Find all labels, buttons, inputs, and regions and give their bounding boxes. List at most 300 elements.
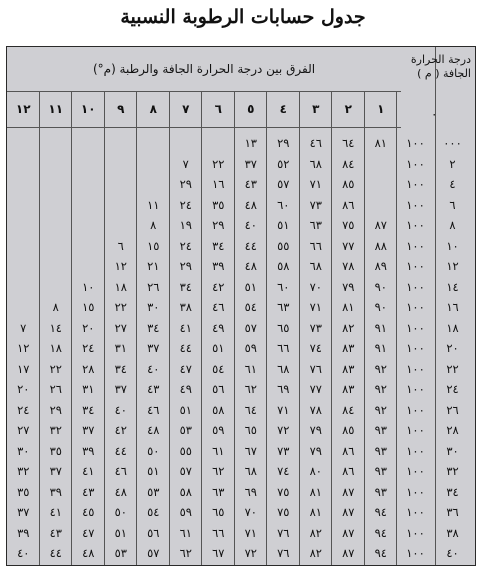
- zero-diff-cell: ١٠٠: [406, 218, 425, 233]
- humidity-cell: ٤٨: [244, 197, 257, 212]
- humidity-cell: ٢١: [147, 259, 160, 274]
- dry-temp-cell: ٤: [449, 177, 456, 192]
- humidity-cell: ٥٠: [147, 443, 160, 458]
- difference-column-header: ٨: [149, 102, 157, 116]
- dry-temp-cell: ٣٢: [446, 464, 459, 479]
- difference-column-headers: [7, 91, 401, 128]
- humidity-cell: [105, 174, 138, 195]
- table-row: [7, 338, 475, 359]
- humidity-cell: ٦٢: [179, 546, 192, 561]
- humidity-cell: ٣٧: [147, 341, 160, 356]
- dry-temp-cell: ١٠: [446, 238, 459, 253]
- humidity-cell: ٧٩: [342, 279, 355, 294]
- humidity-cell: ٨: [52, 300, 59, 315]
- humidity-cell: ٦٥: [277, 320, 290, 335]
- humidity-cell: [72, 133, 105, 154]
- humidity-cell: ٥٥: [277, 238, 290, 253]
- humidity-cell: ٤٣: [244, 177, 257, 192]
- humidity-cell: ٤٣: [147, 382, 160, 397]
- humidity-cell: ٩٢: [374, 382, 387, 397]
- humidity-cell: [7, 174, 40, 195]
- humidity-cell: ٣٥: [212, 197, 225, 212]
- dry-temp-label-line1: درجة الحرارة: [410, 53, 471, 66]
- humidity-cell: ١١: [147, 197, 160, 212]
- humidity-cell: ٨٢: [309, 546, 322, 561]
- zero-diff-cell: ١٠٠: [406, 464, 425, 479]
- humidity-cell: ٦٩: [244, 484, 257, 499]
- zero-diff-cell: ١٠٠: [406, 443, 425, 458]
- table-row: [7, 400, 475, 421]
- humidity-cell: ٦١: [179, 525, 192, 540]
- humidity-cell: ٦١: [212, 443, 225, 458]
- difference-column-header: ٩: [117, 102, 125, 116]
- humidity-cell: ١٨: [49, 341, 62, 356]
- humidity-cell: ٢٦: [49, 382, 62, 397]
- humidity-cell: ٥٧: [244, 320, 257, 335]
- dry-temp-cell: ٠٠٠: [443, 136, 462, 151]
- humidity-cell: ٦٦: [309, 238, 322, 253]
- humidity-cell: [72, 174, 105, 195]
- table-row: [7, 277, 475, 298]
- humidity-cell: ٢٠: [17, 382, 30, 397]
- humidity-cell: ٤٩: [179, 382, 192, 397]
- humidity-cell: [137, 133, 170, 154]
- humidity-cell: [40, 174, 73, 195]
- humidity-cell: [170, 133, 203, 154]
- dry-temp-cell: ٢٢: [446, 361, 459, 376]
- humidity-cell: ٩٣: [374, 484, 387, 499]
- humidity-cell: ٧٥: [342, 218, 355, 233]
- humidity-cell: ٢٧: [17, 423, 30, 438]
- dry-temp-cell: ٢٤: [446, 382, 459, 397]
- humidity-cell: ٣٧: [114, 382, 127, 397]
- difference-column-header: ٣: [312, 102, 320, 116]
- humidity-cell: [72, 256, 105, 277]
- humidity-cell: [40, 215, 73, 236]
- humidity-cell: ٥٠: [114, 505, 127, 520]
- humidity-cell: ٤١: [82, 464, 95, 479]
- humidity-cell: ٥٨: [212, 402, 225, 417]
- zero-diff-cell: ١٠٠: [406, 361, 425, 376]
- humidity-cell: [40, 236, 73, 257]
- humidity-cell: ٨: [150, 218, 157, 233]
- humidity-cell: ٦٤: [342, 136, 355, 151]
- humidity-cell: ٤٦: [114, 464, 127, 479]
- humidity-cell: [40, 154, 73, 175]
- zero-diff-cell: ١٠٠: [406, 279, 425, 294]
- humidity-cell: ٧٣: [277, 443, 290, 458]
- humidity-cell: ٤١: [49, 505, 62, 520]
- humidity-cell: [137, 154, 170, 175]
- zero-diff-cell: ١٠٠: [406, 156, 425, 171]
- humidity-cell: ٥٧: [277, 177, 290, 192]
- humidity-cell: ٣٠: [147, 300, 160, 315]
- humidity-cell: ٨٠: [309, 464, 322, 479]
- humidity-cell: ٦٠: [277, 279, 290, 294]
- zero-diff-cell: ١٠٠: [406, 197, 425, 212]
- humidity-cell: ٤٦: [212, 300, 225, 315]
- humidity-cell: ٥٦: [212, 382, 225, 397]
- humidity-cell: ٢٤: [17, 402, 30, 417]
- table-row: [7, 359, 475, 380]
- difference-column-header: ٧: [182, 102, 190, 116]
- humidity-cell: [72, 215, 105, 236]
- dry-temp-cell: ٢٦: [446, 402, 459, 417]
- humidity-cell: ٣٩: [212, 259, 225, 274]
- humidity-cell: ٥٩: [212, 423, 225, 438]
- humidity-cell: ٢٤: [179, 197, 192, 212]
- humidity-cell: ٢٧: [114, 320, 127, 335]
- humidity-cell: ٥٩: [244, 341, 257, 356]
- humidity-cell: ٤٧: [179, 361, 192, 376]
- dry-temp-cell: ٨: [449, 218, 456, 233]
- humidity-cell: ١٨: [114, 279, 127, 294]
- humidity-cell: ٣٤: [179, 279, 192, 294]
- humidity-cell: ٨٣: [342, 341, 355, 356]
- humidity-cell: ٤٨: [147, 423, 160, 438]
- humidity-cell: ٨٣: [342, 382, 355, 397]
- humidity-cell: [72, 154, 105, 175]
- humidity-cell: ٨١: [309, 505, 322, 520]
- humidity-cell: ٧٨: [342, 259, 355, 274]
- humidity-cell: ٧: [20, 320, 27, 335]
- humidity-cell: ٧٠: [309, 279, 322, 294]
- humidity-cell: ٦٩: [277, 382, 290, 397]
- humidity-cell: ٦٢: [212, 464, 225, 479]
- humidity-cell: ٤٤: [244, 238, 257, 253]
- humidity-cell: [7, 154, 40, 175]
- table-body: [7, 127, 475, 567]
- humidity-cell: ٨٨: [374, 238, 387, 253]
- humidity-cell: ٢٩: [49, 402, 62, 417]
- table-row: [7, 461, 475, 482]
- humidity-cell: [105, 195, 138, 216]
- dry-temp-cell: ١٦: [446, 300, 459, 315]
- zero-diff-cell: ١٠٠: [406, 300, 425, 315]
- humidity-cell: ٧٥: [277, 484, 290, 499]
- humidity-cell: ١٢: [17, 341, 30, 356]
- humidity-cell: ٣٩: [49, 484, 62, 499]
- humidity-cell: ٢٤: [179, 238, 192, 253]
- zero-diff-cell: ١٠٠: [406, 177, 425, 192]
- humidity-cell: ٢٦: [147, 279, 160, 294]
- humidity-cell: ٢٢: [212, 156, 225, 171]
- difference-column-header: ٥: [247, 102, 255, 116]
- humidity-cell: [7, 236, 40, 257]
- humidity-cell: ٥٨: [179, 484, 192, 499]
- humidity-cell: ٤٤: [179, 341, 192, 356]
- humidity-cell: ١٧: [17, 361, 30, 376]
- humidity-cell: ٣٤: [114, 361, 127, 376]
- humidity-cell: ٩٤: [374, 525, 387, 540]
- humidity-cell: ٣٤: [212, 238, 225, 253]
- humidity-cell: ٦١: [244, 361, 257, 376]
- zero-diff-cell: ١٠٠: [406, 320, 425, 335]
- humidity-cell: ١٥: [147, 238, 160, 253]
- table-row: [7, 174, 475, 195]
- humidity-cell: ٨٦: [342, 443, 355, 458]
- humidity-cell: ٧٩: [309, 423, 322, 438]
- humidity-cell: ٨٢: [309, 525, 322, 540]
- difference-column-header: ١: [377, 102, 385, 116]
- humidity-cell: ٢٤: [82, 341, 95, 356]
- humidity-cell: [365, 174, 398, 195]
- humidity-cell: ٣٤: [82, 402, 95, 417]
- humidity-cell: ٦٦: [277, 341, 290, 356]
- table-row: [7, 543, 475, 564]
- humidity-cell: ٥٤: [147, 505, 160, 520]
- humidity-cell: ٦٦: [212, 525, 225, 540]
- humidity-cell: ٥٧: [179, 464, 192, 479]
- humidity-cell: ٦٧: [212, 546, 225, 561]
- table-row: [7, 236, 475, 257]
- humidity-cell: ٢٢: [49, 361, 62, 376]
- humidity-cell: ٥٨: [277, 259, 290, 274]
- humidity-cell: ٨٧: [374, 218, 387, 233]
- humidity-cell: ٥٣: [114, 546, 127, 561]
- humidity-cell: ٦٣: [212, 484, 225, 499]
- zero-diff-cell: ١٠٠: [406, 136, 425, 151]
- humidity-cell: ١٥: [82, 300, 95, 315]
- table-row: [7, 256, 475, 277]
- humidity-cell: ١٩: [179, 218, 192, 233]
- humidity-cell: ٨٩: [374, 259, 387, 274]
- zero-diff-cell: ١٠٠: [406, 259, 425, 274]
- humidity-cell: ٦٨: [309, 156, 322, 171]
- humidity-cell: ١٣: [244, 136, 257, 151]
- page-title: جدول حسابات الرطوبة النسبية: [120, 6, 366, 28]
- humidity-cell: [7, 215, 40, 236]
- humidity-cell: ٦٨: [309, 259, 322, 274]
- zero-column-header: ٠: [431, 107, 438, 121]
- humidity-cell: [7, 195, 40, 216]
- humidity-cell: ٦٣: [309, 218, 322, 233]
- humidity-cell: ٩١: [374, 320, 387, 335]
- zero-diff-cell: ١٠٠: [406, 546, 425, 561]
- humidity-cell: ٨١: [374, 136, 387, 151]
- humidity-cell: [72, 236, 105, 257]
- dry-temp-cell: ٣٦: [446, 505, 459, 520]
- table-row: [7, 215, 475, 236]
- humidity-cell: ١٤: [49, 320, 62, 335]
- humidity-cell: ٧٧: [342, 238, 355, 253]
- zero-diff-cell: ١٠٠: [406, 505, 425, 520]
- humidity-cell: ٩٤: [374, 546, 387, 561]
- humidity-cell: ٣٥: [17, 484, 30, 499]
- humidity-cell: ٥٣: [147, 484, 160, 499]
- humidity-cell: ٧١: [309, 177, 322, 192]
- humidity-cell: ١٦: [212, 177, 225, 192]
- zero-diff-cell: ١٠٠: [406, 423, 425, 438]
- zero-diff-cell: ١٠٠: [406, 382, 425, 397]
- humidity-cell: ٨١: [309, 484, 322, 499]
- humidity-cell: ٥١: [179, 402, 192, 417]
- humidity-cell: ٩٣: [374, 443, 387, 458]
- table-row: [7, 502, 475, 523]
- difference-header: الفرق بين درجة الحرارة الجافة والرطبة (م°): [7, 47, 401, 92]
- humidity-cell: ٢٩: [179, 259, 192, 274]
- humidity-cell: ٤٨: [82, 546, 95, 561]
- humidity-cell: ٨٢: [342, 320, 355, 335]
- humidity-cell: ٣٧: [17, 505, 30, 520]
- humidity-cell: ٤٠: [147, 361, 160, 376]
- humidity-cell: ٦: [117, 238, 124, 253]
- humidity-cell: [7, 277, 40, 298]
- humidity-cell: ٥٦: [147, 525, 160, 540]
- humidity-cell: ٧٣: [309, 197, 322, 212]
- humidity-cell: ٧٢: [277, 423, 290, 438]
- humidity-cell: ١٢: [114, 259, 127, 274]
- dry-temp-header: [401, 47, 475, 127]
- humidity-cell: ٤٥: [82, 505, 95, 520]
- humidity-cell: ٨٦: [342, 197, 355, 212]
- table-row: [7, 154, 475, 175]
- humidity-cell: ٧٦: [277, 546, 290, 561]
- humidity-cell: [105, 215, 138, 236]
- humidity-cell: ٧٨: [309, 402, 322, 417]
- humidity-cell: ٦٢: [244, 382, 257, 397]
- table-row: [7, 318, 475, 339]
- humidity-cell: [40, 256, 73, 277]
- humidity-cell: ٨٥: [342, 423, 355, 438]
- humidity-cell: ٨٧: [342, 505, 355, 520]
- humidity-cell: ٢٩: [212, 218, 225, 233]
- humidity-cell: ٥١: [114, 525, 127, 540]
- humidity-cell: ٤٧: [82, 525, 95, 540]
- humidity-cell: ٥٧: [147, 546, 160, 561]
- difference-column-header: ١٠: [80, 102, 96, 116]
- humidity-cell: ٤٢: [212, 279, 225, 294]
- dry-temp-cell: ٣٤: [446, 484, 459, 499]
- difference-column-header: ١٢: [15, 102, 31, 116]
- humidity-cell: [7, 297, 40, 318]
- humidity-cell: ٦٤: [244, 402, 257, 417]
- humidity-cell: [40, 133, 73, 154]
- table-row: [7, 379, 475, 400]
- humidity-cell: ٥٣: [179, 423, 192, 438]
- humidity-cell: ٥٢: [277, 156, 290, 171]
- humidity-cell: ٩٢: [374, 361, 387, 376]
- humidity-cell: ٥١: [212, 341, 225, 356]
- humidity-cell: ٣٠: [17, 443, 30, 458]
- humidity-cell: ٧٤: [309, 341, 322, 356]
- humidity-cell: ٢٠: [82, 320, 95, 335]
- humidity-cell: ٨٧: [342, 525, 355, 540]
- humidity-cell: ٣٧: [244, 156, 257, 171]
- humidity-cell: ٣١: [114, 341, 127, 356]
- table-row: [7, 482, 475, 503]
- humidity-cell: ٤٣: [82, 484, 95, 499]
- humidity-cell: ٨٦: [342, 464, 355, 479]
- humidity-cell: [365, 154, 398, 175]
- humidity-cell: ٣٩: [82, 443, 95, 458]
- humidity-cell: ٨٥: [342, 177, 355, 192]
- humidity-cell: ٦٥: [212, 505, 225, 520]
- zero-diff-cell: ١٠٠: [406, 238, 425, 253]
- humidity-cell: ٦٨: [277, 361, 290, 376]
- difference-column-header: ١١: [48, 102, 64, 116]
- zero-diff-cell: ١٠٠: [406, 402, 425, 417]
- humidity-cell: ١٠: [82, 279, 95, 294]
- humidity-cell: ٣٥: [49, 443, 62, 458]
- humidity-cell: ٧٩: [309, 443, 322, 458]
- humidity-cell: ٢٨: [82, 361, 95, 376]
- humidity-cell: ٧٧: [309, 382, 322, 397]
- humidity-cell: ٣٨: [179, 300, 192, 315]
- humidity-cell: [7, 256, 40, 277]
- humidity-cell: ٤١: [179, 320, 192, 335]
- humidity-cell: ٥٩: [179, 505, 192, 520]
- dry-temp-cell: ٣٨: [446, 525, 459, 540]
- humidity-cell: [137, 174, 170, 195]
- humidity-cell: ٣٩: [17, 525, 30, 540]
- dry-temp-label-line2: الجافة ( م ): [417, 67, 471, 80]
- humidity-cell: [105, 133, 138, 154]
- humidity-cell: ٤٠: [114, 402, 127, 417]
- difference-column-header: ٦: [214, 102, 222, 116]
- humidity-table: [6, 46, 476, 566]
- humidity-cell: ٧٢: [244, 546, 257, 561]
- humidity-cell: ٦٠: [277, 197, 290, 212]
- humidity-cell: ٩٠: [374, 300, 387, 315]
- humidity-cell: ٧١: [244, 525, 257, 540]
- humidity-cell: ٤٩: [212, 320, 225, 335]
- humidity-cell: ٣٢: [49, 423, 62, 438]
- dry-temp-cell: ١٢: [446, 259, 459, 274]
- humidity-cell: ٣٧: [49, 464, 62, 479]
- humidity-cell: ٤٤: [114, 443, 127, 458]
- table-row: [7, 523, 475, 544]
- humidity-cell: ٥٥: [179, 443, 192, 458]
- humidity-cell: ٥١: [147, 464, 160, 479]
- humidity-cell: [72, 195, 105, 216]
- humidity-cell: ٧٥: [277, 505, 290, 520]
- dry-temp-cell: ١٨: [446, 320, 459, 335]
- humidity-cell: ٧٦: [309, 361, 322, 376]
- humidity-cell: ٤٨: [114, 484, 127, 499]
- humidity-cell: ٨٧: [342, 546, 355, 561]
- dry-temp-cell: ١٤: [446, 279, 459, 294]
- humidity-cell: ٤٦: [309, 136, 322, 151]
- humidity-cell: ٩٠: [374, 279, 387, 294]
- table-row: [7, 195, 475, 216]
- humidity-cell: ٦٨: [244, 464, 257, 479]
- humidity-cell: [202, 133, 235, 154]
- humidity-cell: ٤٠: [17, 546, 30, 561]
- humidity-cell: ٣٧: [82, 423, 95, 438]
- humidity-cell: ٧٦: [277, 525, 290, 540]
- humidity-cell: ٤٣: [49, 525, 62, 540]
- dry-temp-cell: ٤٠: [446, 546, 459, 561]
- humidity-cell: ٩٣: [374, 423, 387, 438]
- table-row: [7, 441, 475, 462]
- zero-diff-cell: ١٠٠: [406, 484, 425, 499]
- humidity-cell: ٣٢: [17, 464, 30, 479]
- humidity-cell: ٥٤: [244, 300, 257, 315]
- humidity-cell: ٤٤: [49, 546, 62, 561]
- humidity-cell: ٢٩: [179, 177, 192, 192]
- humidity-cell: [40, 195, 73, 216]
- humidity-cell: ٤٦: [147, 402, 160, 417]
- humidity-cell: ٨٣: [342, 361, 355, 376]
- humidity-cell: ٢٢: [114, 300, 127, 315]
- humidity-cell: ٨٤: [342, 156, 355, 171]
- humidity-cell: ٧١: [309, 300, 322, 315]
- humidity-cell: ٨١: [342, 300, 355, 315]
- humidity-cell: ٩٢: [374, 402, 387, 417]
- humidity-cell: [40, 277, 73, 298]
- humidity-cell: ٦٥: [244, 423, 257, 438]
